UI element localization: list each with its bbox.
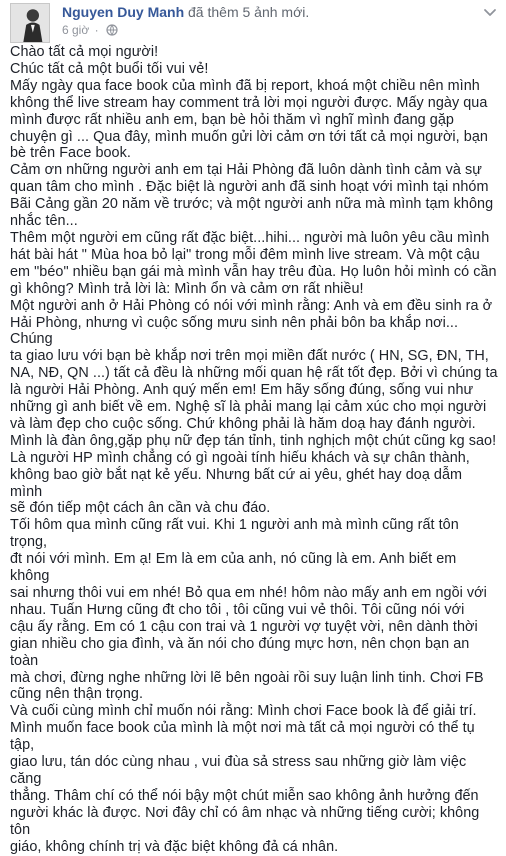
meta-separator: · <box>94 23 99 37</box>
author-name[interactable]: Nguyen Duy Manh <box>62 4 185 20</box>
post-text-line: quan tâm cho mình . Đặc biệt là người anh đã sinh hoạt với mình tại nhóm <box>10 179 489 196</box>
post-text-line: giáo, không chính trị và đặc biệt không đả cá nhân. <box>10 838 339 855</box>
post-text-line: Hải Phòng, nhưng vì cuộc sống mưu sinh nên phải bôn ba khắp nơi... Chúng <box>10 314 459 348</box>
post-text-line: sẽ đón tiếp một cách ân cần và chu đáo. <box>10 500 271 517</box>
post-timestamp[interactable]: 6 giờ <box>62 23 90 37</box>
profile-photo-icon <box>11 4 49 42</box>
post-text-line: Chào tất cả mọi người! <box>10 44 159 60</box>
post-text-line: không bao giờ bắt nạt kẻ yếu. Nhưng bất cứ ai yêu, ghét hay doạ dẫm mình <box>10 466 463 500</box>
post-title-line <box>62 3 309 21</box>
post-text-line: những gì anh biết về em. Nghệ sĩ là phải mang lại cảm xúc cho mọi người <box>10 399 487 416</box>
post-text-line: không thể live stream hay comment trả lời mọi người được. Mấy ngày qua <box>10 94 488 111</box>
post-text-line: mình được rất nhiều anh em, bạn bè hỏi thăm vì nghĩ mình đang gặp <box>10 111 454 128</box>
post-meta <box>62 22 118 38</box>
post-text-line: Chúc tất cả một buổi tối vui vẻ! <box>10 60 209 77</box>
post-text-line: Và cuối cùng mình chỉ muốn nói rằng: Mình chơi Face book là để giải trí. <box>10 703 477 720</box>
post-text-line: bè trên Face book. <box>10 145 131 162</box>
post-text-line: gian nhiều cho gia đình, và ăn nói cho đúng mực hơn, nên chọn bạn an toàn <box>10 635 470 669</box>
post-text-line: cũng nên thận trọng. <box>10 686 144 703</box>
post-text-line: hát bài hát " Mùa hoa bỏ lại" trong mỗi đêm mình live stream. Và một cậu <box>10 246 480 263</box>
post-text-line: Mình muốn face book của mình là một nơi mà tất cả mọi người có thể tụ tập, <box>10 720 475 754</box>
post-text-line: mà chơi, đừng nghe những lời lẽ bên ngoài rồi suy luận linh tinh. Chơi FB <box>10 669 484 686</box>
post-text-line: Tối hôm qua mình cũng rất vui. Khi 1 người anh mà mình cũng rất tôn trọng, <box>10 517 459 551</box>
post-text-line: giao lưu, tán dóc cùng nhau , vui đùa sả stress sau những giờ làm việc căng <box>10 754 467 787</box>
post-text-line: người khác là được. Nơi đây chỉ có âm nhạc và những tiếng cười; không tôn <box>10 804 480 838</box>
post-text-line: là người Hải Phòng. Anh quý mến em! Em hãy sống đúng, sống vui như <box>10 382 474 399</box>
post-text-line: Mình là đàn ông,gặp phụ nữ đẹp tán tỉnh, tinh nghịch một chút cũng kg sao! <box>10 432 497 449</box>
post-text <box>10 44 498 856</box>
post-text-line: chuyện gì ... Qua đây, mình muốn gửi lời cảm ơn tới tất cả mọi người, bạn <box>10 128 488 145</box>
avatar[interactable] <box>10 3 50 43</box>
post-text-line: Cảm ơn những người anh em tại Hải Phòng đã luôn dành tình cảm và sự <box>10 162 482 179</box>
post-text-line: nhau. Tuấn Hưng cũng đt cho tôi , tôi cũng vui vẻ thôi. Tôi cũng nói với <box>10 601 465 618</box>
post-text-line: NA, NĐ, QN ...) tất cả đều là những mối quan hệ rất tốt đẹp. Bởi vì chúng ta <box>10 365 498 382</box>
post-text-line: nhắc tên... <box>10 213 78 230</box>
post-text-line: sai nhưng thôi vui em nhé! Bỏ qua em nhé! hôm nào mấy anh em ngồi với <box>10 585 487 601</box>
post-text-line: Bãi Cảng gần 20 năm về trước; và một người anh nữa mà mình tạm không <box>10 196 494 213</box>
post-text-line: và làm đẹp cho cuộc sống. Chứ không phải là hăm doạ hay đánh người. <box>10 415 476 432</box>
post-action-text: đã thêm 5 ảnh mới. <box>188 4 310 20</box>
post-text-line: em "béo" nhiều bạn gái mà mình vẫn hay trêu đùa. Họ luôn hỏi mình có cần <box>10 263 497 280</box>
post-text-line: ta giao lưu với bạn bè khắp nơi trên mọi miền đất nước ( HN, SG, ĐN, TH, <box>10 348 489 365</box>
post-text-line: Thêm một người em cũng rất đặc biệt...hihi... người mà luôn yêu cầu mình <box>10 229 490 246</box>
post-text-line: thẳng. Thâm chí có thể nói bậy một chút miễn sao không ảnh hưởng đến <box>10 787 479 804</box>
post-header <box>0 0 506 44</box>
post-text-line: Là người HP mình chẳng có gì ngoài tính hiếu khách và sự chân thành, <box>10 449 470 466</box>
post-text-line: cậu ấy rằng. Em có 1 cậu con trai và 1 người vợ tuyệt vời, nên dành thời <box>10 618 478 635</box>
post-text-line: Một người anh ở Hải Phòng có nói với mình rằng: Anh và em đều sinh ra ở <box>10 297 493 314</box>
post-text-line: Mấy ngày qua face book của mình đã bị report, khoá một chiều nên mình <box>10 77 480 94</box>
globe-icon[interactable] <box>106 24 118 36</box>
chevron-down-icon[interactable] <box>482 4 498 20</box>
post-text-line: gì không? Mình trả lời là: Mình ổn và cảm ơn rất nhiều! <box>10 280 364 297</box>
post-text-line: đt nói với mình. Em ạ! Em là em của anh, nó cũng là em. Anh biết em không <box>10 551 457 585</box>
